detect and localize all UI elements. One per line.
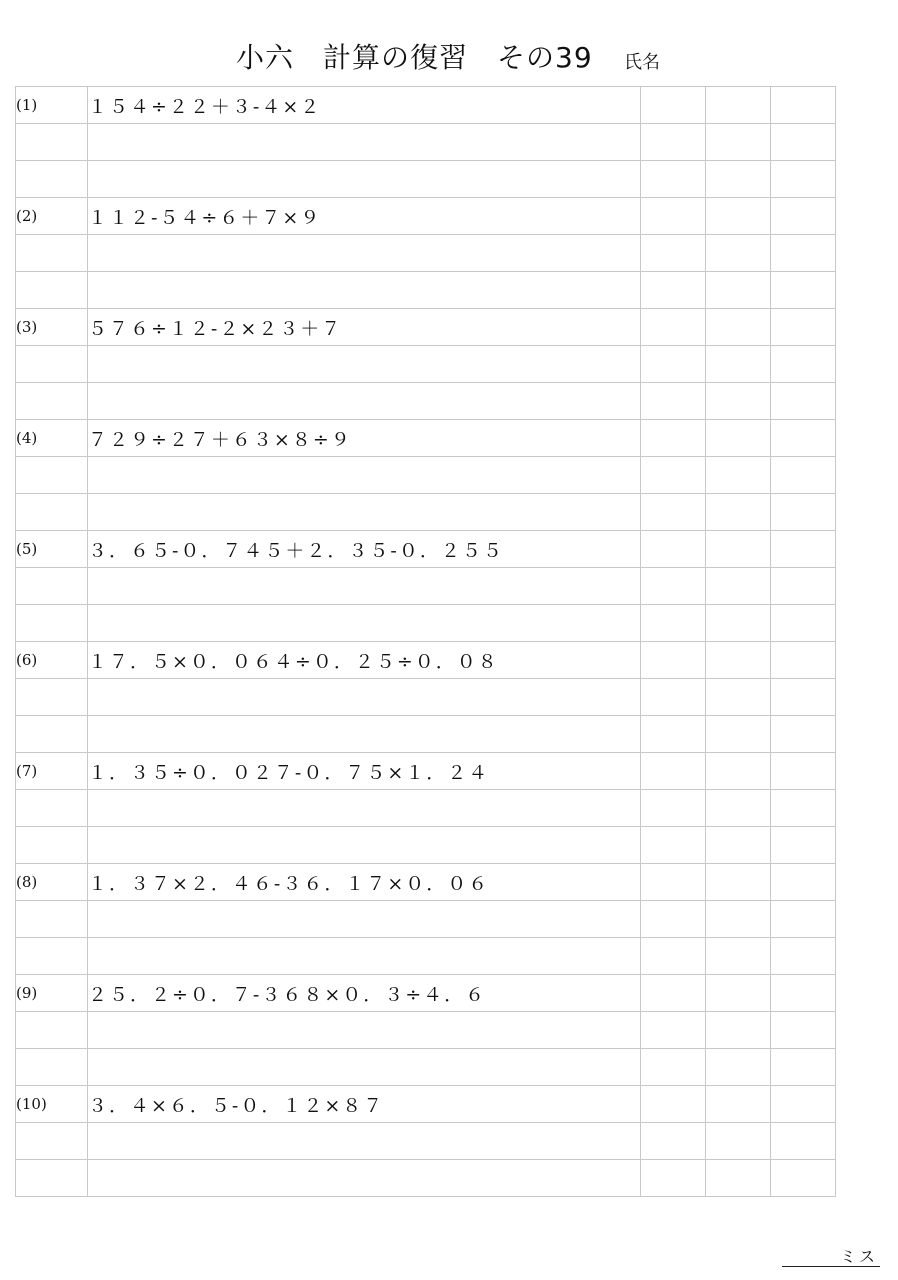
check-cell[interactable] — [771, 568, 836, 605]
check-cell[interactable] — [771, 1160, 836, 1197]
problem-number: (8) — [16, 864, 88, 901]
work-row — [16, 716, 836, 753]
work-row — [16, 346, 836, 383]
check-cell[interactable] — [706, 1049, 771, 1086]
miss-label: ミス — [839, 1247, 878, 1266]
check-cell[interactable] — [771, 420, 836, 457]
check-cell[interactable] — [771, 346, 836, 383]
check-cell[interactable] — [771, 161, 836, 198]
problem-expression: ３．４×６．５‐０．１２×８７ — [88, 1086, 641, 1123]
work-row — [16, 827, 836, 864]
problem-row — [16, 753, 836, 790]
check-cell[interactable] — [771, 790, 836, 827]
problem-row — [16, 531, 836, 568]
work-area[interactable] — [88, 1049, 641, 1086]
check-cell[interactable] — [641, 1160, 706, 1197]
work-area[interactable] — [88, 938, 641, 975]
check-cell[interactable] — [706, 383, 771, 420]
problem-number — [16, 1160, 88, 1197]
work-area[interactable] — [88, 346, 641, 383]
problem-number — [16, 235, 88, 272]
check-cell[interactable] — [706, 494, 771, 531]
problem-number — [16, 790, 88, 827]
work-area[interactable] — [88, 457, 641, 494]
check-cell[interactable] — [641, 383, 706, 420]
work-row — [16, 1012, 836, 1049]
problem-number: (10) — [16, 1086, 88, 1123]
work-row — [16, 457, 836, 494]
work-row — [16, 568, 836, 605]
check-cell[interactable] — [771, 864, 836, 901]
check-cell[interactable] — [771, 457, 836, 494]
check-cell[interactable] — [706, 568, 771, 605]
check-cell[interactable] — [706, 938, 771, 975]
work-row — [16, 383, 836, 420]
problem-number: (4) — [16, 420, 88, 457]
work-row — [16, 124, 836, 161]
work-area[interactable] — [88, 790, 641, 827]
check-cell[interactable] — [771, 383, 836, 420]
check-cell[interactable] — [641, 235, 706, 272]
problem-number: (3) — [16, 309, 88, 346]
problem-expression: １．３５÷０．０２７‐０．７５×１．２４ — [88, 753, 641, 790]
work-row — [16, 605, 836, 642]
check-cell[interactable] — [706, 124, 771, 161]
problem-number — [16, 605, 88, 642]
problem-row — [16, 420, 836, 457]
work-row — [16, 790, 836, 827]
check-cell[interactable] — [771, 642, 836, 679]
check-cell[interactable] — [641, 975, 706, 1012]
check-cell[interactable] — [706, 642, 771, 679]
check-cell[interactable] — [706, 1012, 771, 1049]
check-cell[interactable] — [641, 531, 706, 568]
work-row — [16, 901, 836, 938]
check-cell[interactable] — [771, 124, 836, 161]
check-cell[interactable] — [706, 1086, 771, 1123]
check-cell[interactable] — [771, 309, 836, 346]
problem-row — [16, 87, 836, 124]
header — [0, 36, 898, 80]
name-label: 氏名 — [624, 52, 660, 73]
check-cell[interactable] — [641, 161, 706, 198]
problem-row — [16, 309, 836, 346]
work-area[interactable] — [88, 124, 641, 161]
problem-number — [16, 383, 88, 420]
work-row — [16, 1049, 836, 1086]
check-cell[interactable] — [641, 87, 706, 124]
check-cell[interactable] — [771, 938, 836, 975]
problem-number — [16, 716, 88, 753]
work-area[interactable] — [88, 605, 641, 642]
work-area[interactable] — [88, 1123, 641, 1160]
work-row — [16, 272, 836, 309]
problem-expression: ２５．２÷０．７‐３６８×０．３÷４．６ — [88, 975, 641, 1012]
check-cell[interactable] — [641, 420, 706, 457]
work-row — [16, 1160, 836, 1197]
work-area[interactable] — [88, 679, 641, 716]
check-cell[interactable] — [771, 827, 836, 864]
problem-number — [16, 161, 88, 198]
check-cell[interactable] — [706, 457, 771, 494]
check-cell[interactable] — [771, 531, 836, 568]
problem-number — [16, 568, 88, 605]
work-row — [16, 494, 836, 531]
check-cell[interactable] — [641, 124, 706, 161]
work-row — [16, 235, 836, 272]
check-cell[interactable] — [641, 198, 706, 235]
check-cell[interactable] — [771, 1123, 836, 1160]
work-row — [16, 161, 836, 198]
check-cell[interactable] — [771, 494, 836, 531]
check-cell[interactable] — [706, 975, 771, 1012]
check-cell[interactable] — [706, 272, 771, 309]
check-cell[interactable] — [641, 605, 706, 642]
check-cell[interactable] — [706, 716, 771, 753]
problem-expression: １．３７×２．４６‐３６．１７×０．０６ — [88, 864, 641, 901]
check-cell[interactable] — [771, 1086, 836, 1123]
check-cell[interactable] — [641, 494, 706, 531]
miss-count-field[interactable] — [782, 1244, 880, 1267]
work-row — [16, 938, 836, 975]
check-cell[interactable] — [706, 753, 771, 790]
check-cell[interactable] — [641, 679, 706, 716]
check-cell[interactable] — [771, 272, 836, 309]
problem-number — [16, 1012, 88, 1049]
check-cell[interactable] — [641, 716, 706, 753]
check-cell[interactable] — [641, 790, 706, 827]
work-area[interactable] — [88, 383, 641, 420]
problem-number — [16, 1049, 88, 1086]
check-cell[interactable] — [771, 1049, 836, 1086]
check-cell[interactable] — [706, 420, 771, 457]
check-cell[interactable] — [771, 87, 836, 124]
problem-expression: １５４÷２２＋３‐４×２ — [88, 87, 641, 124]
problem-number: (6) — [16, 642, 88, 679]
work-area[interactable] — [88, 901, 641, 938]
check-cell[interactable] — [641, 309, 706, 346]
work-row — [16, 1123, 836, 1160]
check-cell[interactable] — [641, 864, 706, 901]
problem-number: (9) — [16, 975, 88, 1012]
check-cell[interactable] — [641, 901, 706, 938]
check-cell[interactable] — [641, 272, 706, 309]
work-area[interactable] — [88, 1012, 641, 1049]
problem-number — [16, 494, 88, 531]
problem-expression: １１２‐５４÷６＋７×９ — [88, 198, 641, 235]
problem-number — [16, 272, 88, 309]
check-cell[interactable] — [641, 753, 706, 790]
work-row — [16, 679, 836, 716]
problem-expression: ３．６５‐０．７４５＋２．３５‐０．２５５ — [88, 531, 641, 568]
work-area[interactable] — [88, 235, 641, 272]
check-cell[interactable] — [641, 938, 706, 975]
check-cell[interactable] — [706, 679, 771, 716]
check-cell[interactable] — [771, 679, 836, 716]
check-cell[interactable] — [706, 531, 771, 568]
problem-number — [16, 124, 88, 161]
page-title: 小六 計算の復習 その39 — [236, 41, 593, 74]
check-cell[interactable] — [771, 605, 836, 642]
check-cell[interactable] — [641, 827, 706, 864]
problem-expression: １７．５×０．０６４÷０．２５÷０．０８ — [88, 642, 641, 679]
problem-row — [16, 642, 836, 679]
problem-row — [16, 198, 836, 235]
check-cell[interactable] — [706, 605, 771, 642]
check-cell[interactable] — [771, 1012, 836, 1049]
check-cell[interactable] — [771, 235, 836, 272]
check-cell[interactable] — [771, 901, 836, 938]
problem-number: (5) — [16, 531, 88, 568]
check-cell[interactable] — [706, 1160, 771, 1197]
check-cell[interactable] — [706, 827, 771, 864]
problem-number — [16, 346, 88, 383]
problem-row — [16, 975, 836, 1012]
problem-number: (2) — [16, 198, 88, 235]
problem-number — [16, 457, 88, 494]
check-cell[interactable] — [641, 1012, 706, 1049]
problem-expression: ７２９÷２７＋６３×８÷９ — [88, 420, 641, 457]
work-area[interactable] — [88, 494, 641, 531]
work-area[interactable] — [88, 568, 641, 605]
work-area[interactable] — [88, 827, 641, 864]
check-cell[interactable] — [641, 568, 706, 605]
problem-number — [16, 1123, 88, 1160]
problem-number — [16, 938, 88, 975]
problem-row — [16, 1086, 836, 1123]
problem-number — [16, 901, 88, 938]
problem-expression: ５７６÷１２‐２×２３＋７ — [88, 309, 641, 346]
check-cell[interactable] — [706, 161, 771, 198]
check-cell[interactable] — [706, 790, 771, 827]
check-cell[interactable] — [771, 975, 836, 1012]
check-cell[interactable] — [706, 235, 771, 272]
check-cell[interactable] — [706, 1123, 771, 1160]
check-cell[interactable] — [641, 1123, 706, 1160]
check-cell[interactable] — [641, 1049, 706, 1086]
check-cell[interactable] — [706, 864, 771, 901]
work-area[interactable] — [88, 1160, 641, 1197]
check-cell[interactable] — [771, 753, 836, 790]
problem-number: (7) — [16, 753, 88, 790]
work-area[interactable] — [88, 272, 641, 309]
check-cell[interactable] — [641, 1086, 706, 1123]
problem-number — [16, 679, 88, 716]
worksheet-table — [15, 86, 836, 1197]
check-cell[interactable] — [641, 642, 706, 679]
problem-number: (1) — [16, 87, 88, 124]
problem-number — [16, 827, 88, 864]
check-cell[interactable] — [641, 346, 706, 383]
check-cell[interactable] — [706, 901, 771, 938]
check-cell[interactable] — [706, 309, 771, 346]
check-cell[interactable] — [706, 198, 771, 235]
check-cell[interactable] — [771, 716, 836, 753]
work-area[interactable] — [88, 161, 641, 198]
check-cell[interactable] — [706, 87, 771, 124]
work-area[interactable] — [88, 716, 641, 753]
check-cell[interactable] — [706, 346, 771, 383]
check-cell[interactable] — [771, 198, 836, 235]
check-cell[interactable] — [641, 457, 706, 494]
problem-row — [16, 864, 836, 901]
